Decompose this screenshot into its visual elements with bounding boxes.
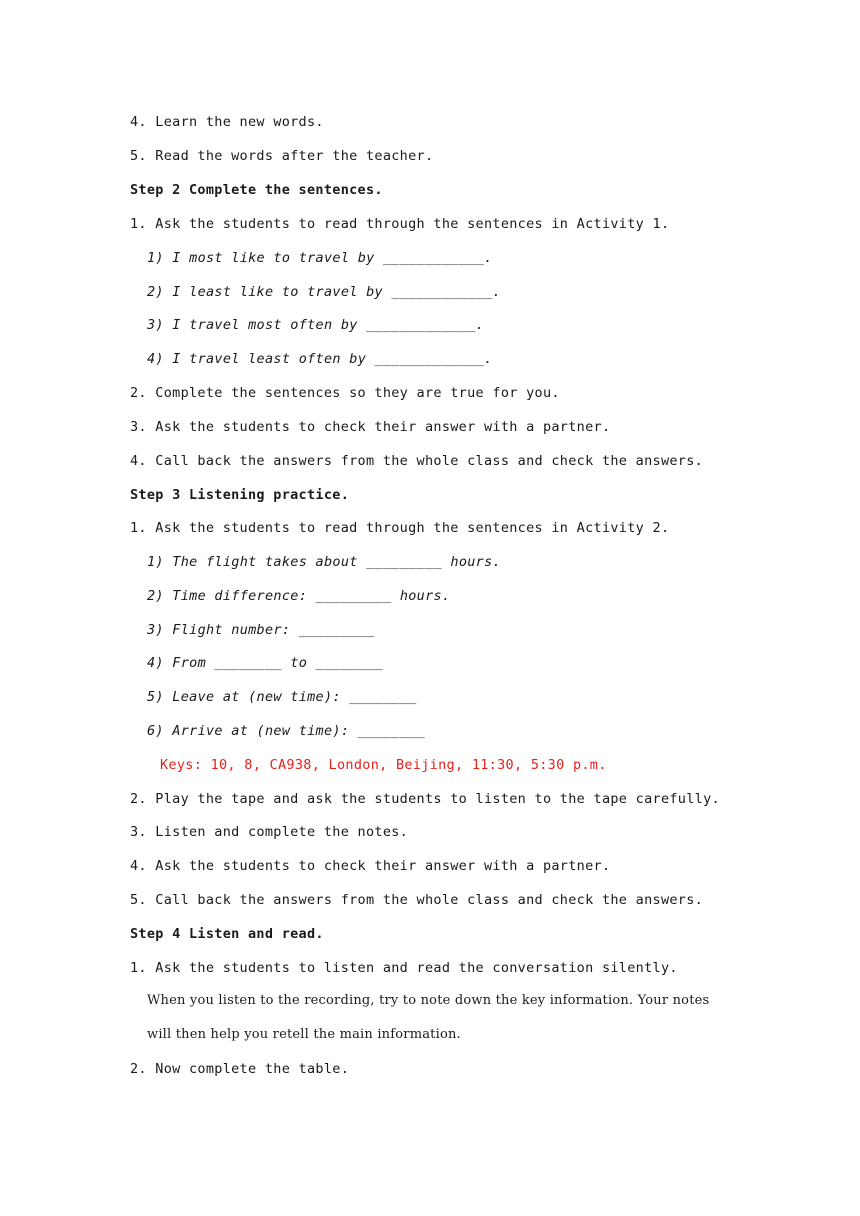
section-heading: Step 3 Listening practice. <box>130 487 350 503</box>
exercise-item: 3) I travel most often by _____________. <box>147 317 485 333</box>
exercise-item: 2) I least like to travel by ____________. <box>147 284 501 300</box>
list-item: 5. Call back the answers from the whole class and check the answers. <box>130 892 704 908</box>
list-item: 5. Read the words after the teacher. <box>130 148 434 164</box>
list-item: 4. Call back the answers from the whole class and check the answers. <box>130 453 704 469</box>
exercise-item: 1) I most like to travel by ____________. <box>147 250 493 266</box>
list-item: 3. Ask the students to check their answer with a partner. <box>130 419 611 435</box>
list-item: 2. Play the tape and ask the students to listen to the tape carefully. <box>130 791 720 807</box>
answer-keys: Keys: 10, 8, CA938, London, Beijing, 11:30, 5:30 p.m. <box>160 757 607 773</box>
exercise-item: 5) Leave at (new time): ________ <box>147 689 417 705</box>
exercise-item: 2) Time difference: _________ hours. <box>147 588 451 604</box>
exercise-item: 4) I travel least often by _____________. <box>147 351 493 367</box>
list-item: 4. Ask the students to check their answer with a partner. <box>130 858 611 874</box>
list-item: 3. Listen and complete the notes. <box>130 824 409 840</box>
list-item: 1. Ask the students to read through the sentences in Activity 2. <box>130 520 670 536</box>
list-item: 4. Learn the new words. <box>130 114 324 130</box>
exercise-item: 3) Flight number: _________ <box>147 622 375 638</box>
section-heading: Step 4 Listen and read. <box>130 926 324 942</box>
list-item: 2. Complete the sentences so they are true for you. <box>130 385 560 401</box>
list-item: 1. Ask the students to listen and read the conversation silently. <box>130 960 678 976</box>
list-item: 2. Now complete the table. <box>130 1061 350 1077</box>
instruction-text: will then help you retell the main information. <box>147 1027 461 1042</box>
exercise-item: 6) Arrive at (new time): ________ <box>147 723 426 739</box>
instruction-text: When you listen to the recording, try to note down the key information. Your notes <box>147 993 710 1008</box>
section-heading: Step 2 Complete the sentences. <box>130 182 383 198</box>
exercise-item: 1) The flight takes about _________ hours. <box>147 554 501 570</box>
exercise-item: 4) From ________ to ________ <box>147 655 383 671</box>
list-item: 1. Ask the students to read through the sentences in Activity 1. <box>130 216 670 232</box>
